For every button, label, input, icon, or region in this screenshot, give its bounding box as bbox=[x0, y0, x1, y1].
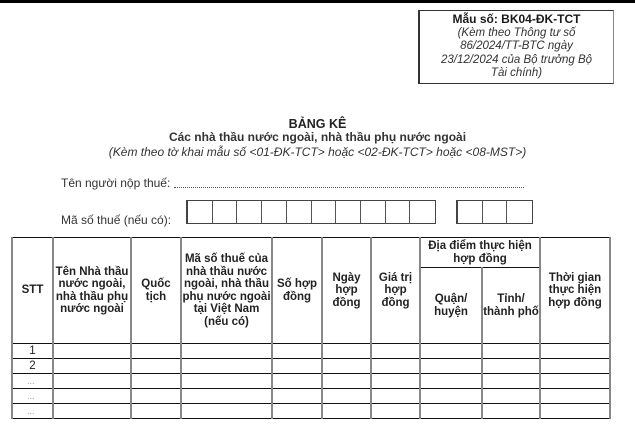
col-header-province: Tỉnh/ thành phố bbox=[482, 268, 540, 344]
cell[interactable] bbox=[53, 374, 131, 389]
tax-id-digit-box[interactable] bbox=[410, 201, 435, 223]
cell[interactable] bbox=[272, 374, 322, 389]
tax-id-digit-box[interactable] bbox=[336, 201, 361, 223]
tax-id-digit-box[interactable] bbox=[312, 201, 337, 223]
table-row bbox=[12, 374, 610, 389]
cell[interactable] bbox=[272, 389, 322, 404]
document-subtitle: Các nhà thầu nước ngoài, nhà thầu phụ nước ngoài bbox=[168, 130, 467, 144]
tax-id-digit-box[interactable] bbox=[458, 201, 483, 223]
cell[interactable] bbox=[53, 389, 131, 404]
table-row bbox=[12, 359, 610, 374]
taxpayer-name-label: Tên người nộp thuế: bbox=[61, 176, 171, 190]
cell[interactable] bbox=[371, 344, 420, 359]
tax-id-digit-box[interactable] bbox=[237, 201, 262, 223]
cell[interactable] bbox=[181, 359, 272, 374]
document-title: BẢNG KÊ bbox=[288, 117, 347, 131]
col-header-district: Quận/ huyện bbox=[420, 268, 482, 344]
cell-stt: ... bbox=[12, 374, 53, 389]
cell[interactable] bbox=[53, 404, 131, 419]
cell[interactable] bbox=[540, 389, 610, 404]
cell-stt: ... bbox=[12, 404, 53, 419]
cell[interactable] bbox=[272, 404, 322, 419]
cell[interactable] bbox=[272, 359, 322, 374]
form-note-line: Tài chính) bbox=[490, 67, 543, 79]
tax-id-digit-box[interactable] bbox=[483, 201, 508, 223]
document-reference: (Kèm theo tờ khai mẫu số <01-ĐK-TCT> hoặc <02-ĐK-TCT> hoặc <08-MST>) bbox=[108, 145, 527, 159]
tax-id-digit-box[interactable] bbox=[361, 201, 386, 223]
cell[interactable] bbox=[482, 359, 540, 374]
cell[interactable] bbox=[482, 404, 540, 419]
col-header-stt: STT bbox=[12, 238, 53, 344]
cell[interactable] bbox=[131, 344, 181, 359]
tax-id-digit-box[interactable] bbox=[287, 201, 312, 223]
form-code: Mẫu số: BK04-ĐK-TCT bbox=[452, 12, 581, 26]
form-note-line: 86/2024/TT-BTC ngày bbox=[460, 40, 573, 52]
cell-stt: 2 bbox=[12, 359, 53, 374]
cell[interactable] bbox=[181, 389, 272, 404]
tax-id-digit-box[interactable] bbox=[507, 201, 532, 223]
cell[interactable] bbox=[482, 344, 540, 359]
tax-id-digit-box[interactable] bbox=[188, 201, 213, 223]
cell-stt: ... bbox=[12, 389, 53, 404]
col-header-contract-value: Giá trị hợp đồng bbox=[371, 238, 420, 344]
cell[interactable] bbox=[482, 374, 540, 389]
cell[interactable] bbox=[53, 344, 131, 359]
cell[interactable] bbox=[371, 404, 420, 419]
cell[interactable] bbox=[371, 359, 420, 374]
contractor-table bbox=[11, 237, 611, 419]
table-row bbox=[12, 344, 610, 359]
tax-id-label: Mã số thuế (nếu có): bbox=[61, 213, 172, 227]
cell[interactable] bbox=[322, 374, 371, 389]
cell[interactable] bbox=[131, 374, 181, 389]
cell[interactable] bbox=[371, 374, 420, 389]
cell[interactable] bbox=[540, 374, 610, 389]
cell[interactable] bbox=[322, 359, 371, 374]
cell[interactable] bbox=[420, 389, 482, 404]
cell[interactable] bbox=[540, 359, 610, 374]
document-header bbox=[0, 117, 635, 160]
cell[interactable] bbox=[322, 344, 371, 359]
cell[interactable] bbox=[181, 344, 272, 359]
cell[interactable] bbox=[420, 404, 482, 419]
taxpayer-name-row bbox=[61, 176, 524, 190]
cell[interactable] bbox=[131, 389, 181, 404]
cell[interactable] bbox=[53, 359, 131, 374]
form-note-line: 23/12/2024 của Bộ trưởng Bộ bbox=[440, 53, 593, 66]
cell[interactable] bbox=[131, 359, 181, 374]
form-code-box bbox=[418, 10, 614, 84]
top-border bbox=[0, 0, 635, 3]
cell[interactable] bbox=[420, 344, 482, 359]
table-row bbox=[12, 389, 610, 404]
cell[interactable] bbox=[540, 344, 610, 359]
cell[interactable] bbox=[420, 374, 482, 389]
col-header-duration: Thời gian thực hiện hợp đồng bbox=[540, 238, 610, 344]
cell[interactable] bbox=[371, 389, 420, 404]
cell-stt: 1 bbox=[12, 344, 53, 359]
form-note-line: (Kèm theo Thông tư số bbox=[457, 26, 576, 39]
tax-id-main-boxes[interactable] bbox=[186, 200, 436, 224]
cell[interactable] bbox=[322, 404, 371, 419]
cell[interactable] bbox=[131, 404, 181, 419]
cell[interactable] bbox=[322, 389, 371, 404]
col-header-contract-no: Số hợp đồng bbox=[272, 238, 322, 344]
cell[interactable] bbox=[181, 374, 272, 389]
cell[interactable] bbox=[482, 389, 540, 404]
col-header-location: Địa điểm thực hiện hợp đồng bbox=[420, 238, 540, 268]
tax-id-branch-boxes[interactable] bbox=[456, 200, 533, 224]
col-header-tax-id: Mã số thuế của nhà thầu nước ngoài, nhà thầu phụ nước ngoài tại Việt Nam (nếu có) bbox=[181, 238, 272, 344]
table-row bbox=[12, 404, 610, 419]
cell[interactable] bbox=[420, 359, 482, 374]
cell[interactable] bbox=[181, 404, 272, 419]
tax-id-digit-box[interactable] bbox=[386, 201, 411, 223]
col-header-contract-date: Ngày hợp đồng bbox=[322, 238, 371, 344]
col-header-contractor-name: Tên Nhà thầu nước ngoài, nhà thầu phụ nước ngoài bbox=[53, 238, 131, 344]
cell[interactable] bbox=[540, 404, 610, 419]
tax-id-digit-box[interactable] bbox=[262, 201, 287, 223]
taxpayer-name-field[interactable] bbox=[174, 177, 524, 188]
col-header-nationality: Quốc tịch bbox=[131, 238, 181, 344]
cell[interactable] bbox=[272, 344, 322, 359]
tax-id-digit-box[interactable] bbox=[213, 201, 238, 223]
